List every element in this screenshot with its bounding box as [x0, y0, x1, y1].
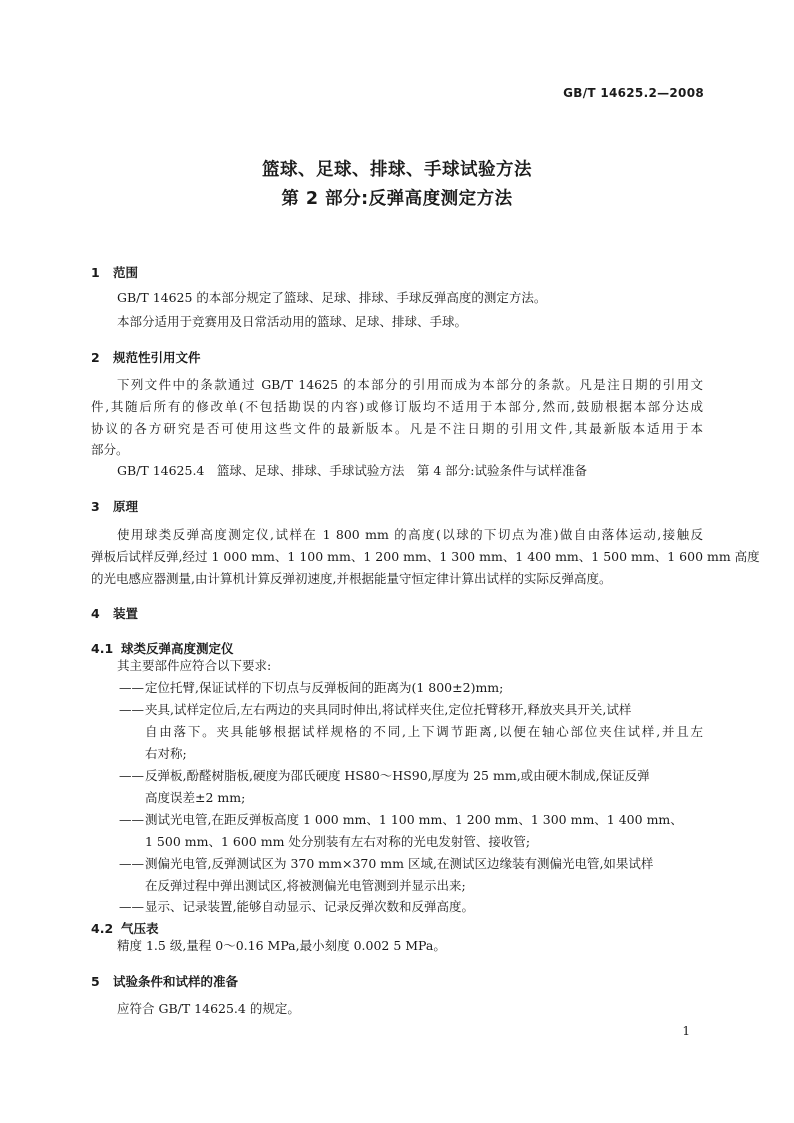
- paragraph-line: 弹板后试样反弹,经过 1 000 mm、1 100 mm、1 200 mm、1 300 mm、1 400 mm、1 500 mm、1 600 mm 高度: [91, 549, 760, 564]
- list-item-continuation: 右对称;: [145, 746, 187, 761]
- list-item-text: 测偏光电管,反弹测试区为 370 mm×370 mm 区域,在测试区边缘装有测偏光电管,如果试样: [145, 856, 654, 871]
- dash-marker: ——: [119, 768, 144, 783]
- paragraph-line: GB/T 14625 的本部分规定了篮球、足球、排球、手球反弹高度的测定方法。: [117, 290, 547, 305]
- section-title: 装置: [113, 606, 139, 621]
- list-item-continuation: 1 500 mm、1 600 mm 处分别装有左右对称的光电发射管、接收管;: [145, 834, 531, 849]
- subsection-title: 气压表: [121, 921, 159, 936]
- section-number: 3: [91, 499, 100, 514]
- list-item-continuation: 自由落下。夹具能够根据试样规格的不同,上下调节距离,以便在轴心部位夹住试样,并且左: [145, 724, 704, 739]
- section-title: 原理: [113, 499, 139, 514]
- paragraph-line: 本部分适用于竞赛用及日常活动用的篮球、足球、排球、手球。: [117, 314, 468, 329]
- paragraph-line: 的光电感应器测量,由计算机计算反弹初速度,并根据能量守恒定律计算出试样的实际反弹高度。: [91, 571, 612, 586]
- dash-marker: ——: [119, 856, 144, 871]
- list-item: [119, 901, 474, 914]
- section-2-heading: [91, 348, 201, 366]
- dash-marker: ——: [119, 680, 144, 695]
- subsection-number: 4.2: [91, 921, 114, 936]
- list-item-continuation: 高度误差±2 mm;: [145, 790, 246, 805]
- paragraph-line: 使用球类反弹高度测定仪,试样在 1 800 mm 的高度(以球的下切点为准)做自由落体运动,接触反: [117, 527, 703, 542]
- subsection-title: 球类反弹高度测定仪: [121, 641, 234, 656]
- dash-marker: ——: [119, 899, 144, 914]
- section-1-heading: [91, 263, 138, 281]
- section-number: 5: [91, 974, 100, 989]
- subsection-number: 4.1: [91, 641, 114, 656]
- section-title: 范围: [113, 265, 139, 280]
- document-title-line2: 第 2 部分:反弹高度测定方法: [281, 189, 513, 209]
- section-title: 规范性引用文件: [113, 350, 201, 365]
- document-title-line1: 篮球、足球、排球、手球试验方法: [262, 160, 532, 180]
- list-item-text: 显示、记录装置,能够自动显示、记录反弹次数和反弹高度。: [145, 899, 474, 914]
- paragraph-line: 部分。: [91, 442, 129, 457]
- list-item: [119, 858, 653, 871]
- list-item: [119, 704, 631, 717]
- paragraph-line: 精度 1.5 级,量程 0～0.16 MPa,最小刻度 0.002 5 MPa。: [117, 938, 446, 953]
- subsection-4-1-heading: [91, 639, 234, 657]
- section-5-heading: [91, 972, 238, 990]
- subsection-4-2-heading: [91, 919, 159, 937]
- list-item: [119, 682, 503, 695]
- list-item-text: 夹具,试样定位后,左右两边的夹具同时伸出,将试样夹住,定位托臂移开,释放夹具开关,试样: [145, 702, 632, 717]
- paragraph-line: 下列文件中的条款通过 GB/T 14625 的本部分的引用而成为本部分的条款。凡是注日期的引用文: [117, 377, 703, 392]
- dash-marker: ——: [119, 702, 144, 717]
- section-3-heading: [91, 497, 138, 515]
- list-item: [119, 814, 683, 827]
- list-item-continuation: 在反弹过程中弹出测试区,将被测偏光电管测到并显示出来;: [145, 878, 466, 893]
- list-item: [119, 770, 650, 783]
- paragraph-line: 其主要部件应符合以下要求:: [117, 658, 272, 673]
- paragraph-line: 协议的各方研究是否可使用这些文件的最新版本。凡是不注日期的引用文件,其最新版本适用于本: [91, 421, 703, 436]
- standard-number: GB/T 14625.2—2008: [563, 86, 704, 100]
- normative-reference: GB/T 14625.4 篮球、足球、排球、手球试验方法 第 4 部分:试验条件与试样准备: [117, 463, 587, 478]
- paragraph-line: 应符合 GB/T 14625.4 的规定。: [117, 1001, 300, 1016]
- list-item-text: 反弹板,酚醛树脂板,硬度为邵氏硬度 HS80～HS90,厚度为 25 mm,或由硬木制成,保证反弹: [145, 768, 650, 783]
- paragraph-line: 件,其随后所有的修改单(不包括勘误的内容)或修订版均不适用于本部分,然而,鼓励根据本部分达成: [91, 399, 703, 414]
- dash-marker: ——: [119, 812, 144, 827]
- section-4-heading: [91, 604, 138, 622]
- list-item-text: 测试光电管,在距反弹板高度 1 000 mm、1 100 mm、1 200 mm、1 300 mm、1 400 mm、: [145, 812, 683, 827]
- section-number: 4: [91, 606, 100, 621]
- page-number: 1: [682, 1024, 690, 1038]
- list-item-text: 定位托臂,保证试样的下切点与反弹板间的距离为(1 800±2)mm;: [145, 680, 504, 695]
- section-title: 试验条件和试样的准备: [113, 974, 239, 989]
- section-number: 1: [91, 265, 100, 280]
- section-number: 2: [91, 350, 100, 365]
